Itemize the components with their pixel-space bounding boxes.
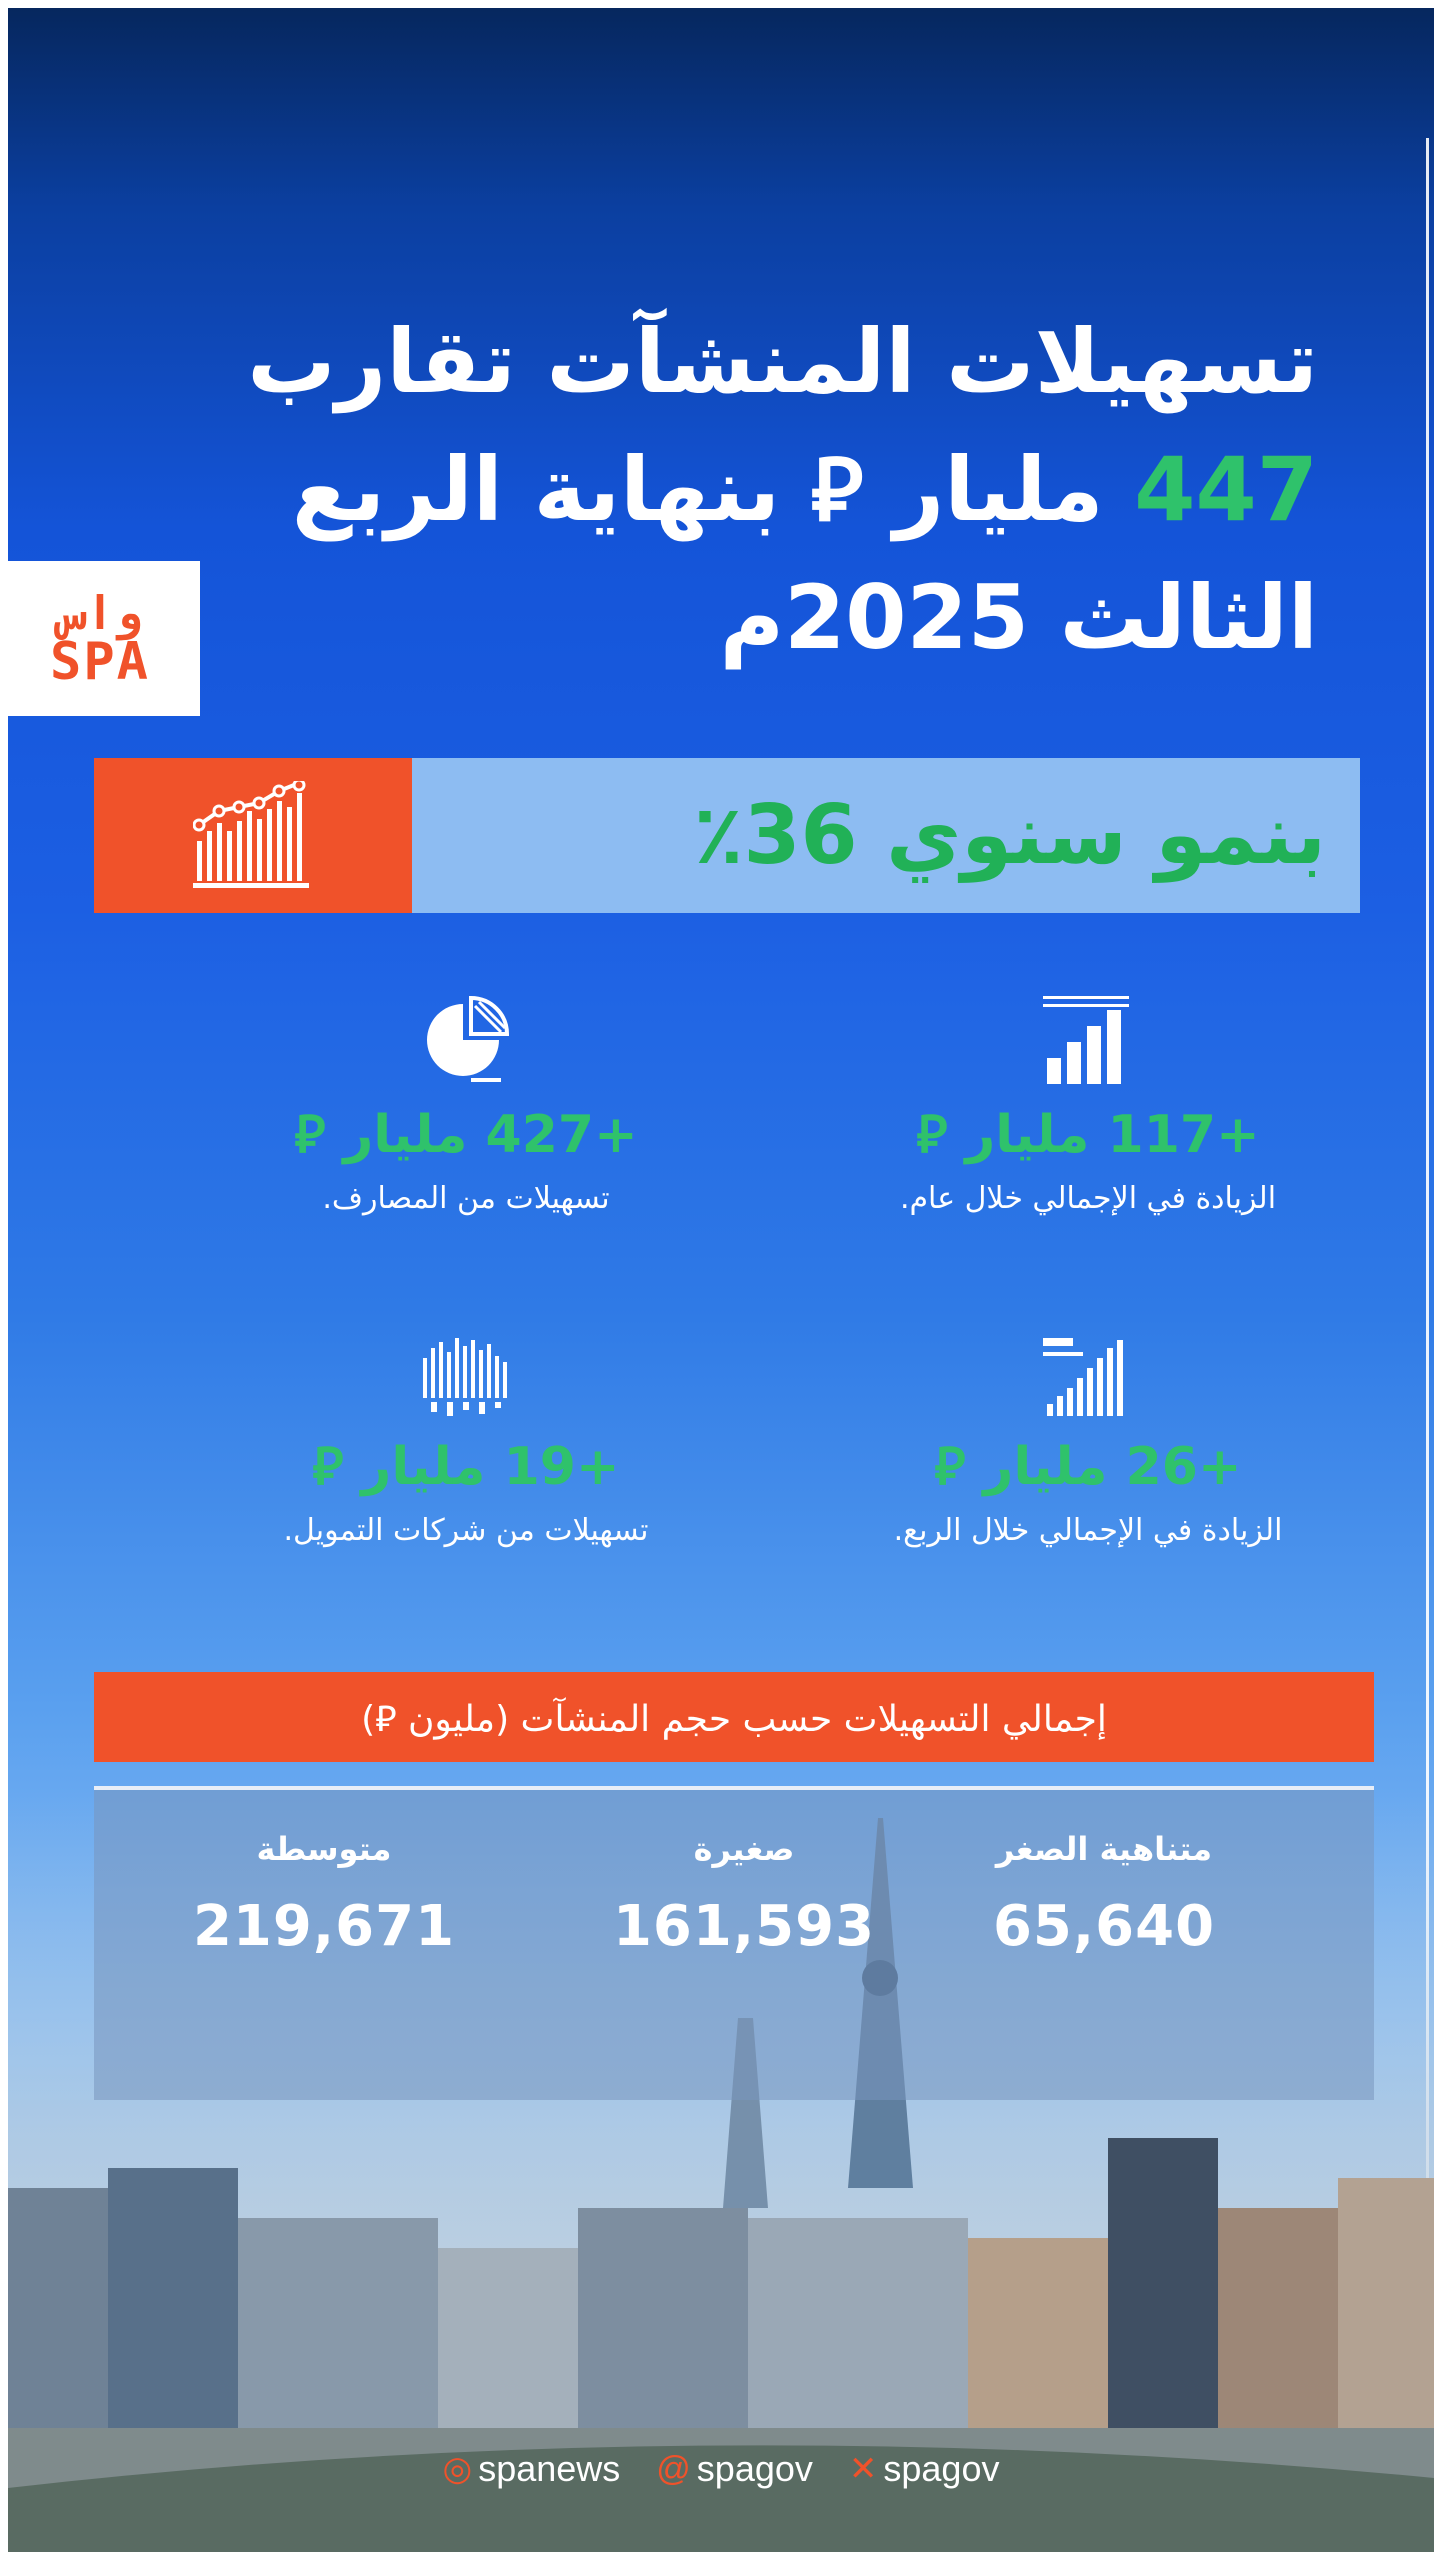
waveform-bars-icon	[421, 1338, 511, 1418]
annual-growth-text: بنمو سنوي 36٪	[693, 788, 1326, 883]
stat-description: تسهيلات من المصارف.	[322, 1181, 610, 1216]
column-value: 161,593	[612, 1894, 876, 1959]
stat-value: +26 مليار ⃁	[934, 1437, 1242, 1497]
column-label: متناهية الصغر	[995, 1830, 1213, 1868]
stat-description: تسهيلات من شركات التمويل.	[283, 1513, 649, 1548]
facilities-by-size-header: إجمالي التسهيلات حسب حجم المنشآت (مليون ⃁)	[94, 1672, 1374, 1762]
stat-quarter-increase	[808, 1338, 1368, 1548]
headline-amount: 447	[1134, 438, 1318, 541]
rising-bar-chart-icon	[193, 781, 313, 891]
facilities-by-size-panel	[94, 1786, 1374, 2100]
logo-arabic-text: واس	[58, 585, 142, 640]
instagram-icon: ◎	[442, 2450, 473, 2488]
headline-line-2	[218, 426, 1318, 554]
stat-banks-facilities	[186, 996, 746, 1216]
column-label: صغيرة	[693, 1830, 795, 1868]
threads-icon: @	[656, 2449, 691, 2488]
threads-handle[interactable]: @ spagov	[656, 2448, 813, 2489]
stat-annual-increase	[808, 996, 1368, 1216]
column-small	[554, 1830, 934, 1959]
infographic-poster	[8, 8, 1434, 2552]
headline-line-2-rest: مليار ⃁ بنهاية الربع	[291, 438, 1135, 541]
stat-finance-companies	[186, 1338, 746, 1548]
social-footer	[8, 2448, 1434, 2490]
x-handle[interactable]: ✕ spagov	[848, 2448, 1000, 2489]
headline-line-3: الثالث 2025م	[719, 566, 1318, 669]
stat-description: الزيادة في الإجمالي خلال الربع.	[893, 1513, 1283, 1548]
column-value: 219,671	[192, 1894, 456, 1959]
logo-latin-text: SPA	[50, 631, 150, 692]
bar-chart-icon	[1043, 996, 1133, 1086]
column-micro	[914, 1830, 1294, 1959]
pie-chart-icon	[421, 996, 511, 1086]
stat-value: +117 مليار ⃁	[916, 1105, 1260, 1165]
x-icon: ✕	[848, 2450, 878, 2488]
growth-icon-box	[94, 758, 412, 913]
growth-banner	[94, 758, 1360, 913]
stat-value: +19 مليار ⃁	[312, 1437, 620, 1497]
spa-logo	[8, 561, 200, 716]
instagram-handle[interactable]: ◎ spanews	[442, 2448, 621, 2489]
column-value: 65,640	[992, 1894, 1216, 1959]
headline	[218, 298, 1318, 682]
stat-value: +427 مليار ⃁	[294, 1105, 638, 1165]
column-label: متوسطة	[256, 1830, 392, 1868]
growth-text-box	[412, 758, 1360, 913]
column-medium	[134, 1830, 514, 1959]
ascending-bars-icon	[1043, 1338, 1133, 1418]
stat-description: الزيادة في الإجمالي خلال عام.	[899, 1181, 1277, 1216]
headline-line-1: تسهيلات المنشآت تقارب	[247, 310, 1318, 413]
